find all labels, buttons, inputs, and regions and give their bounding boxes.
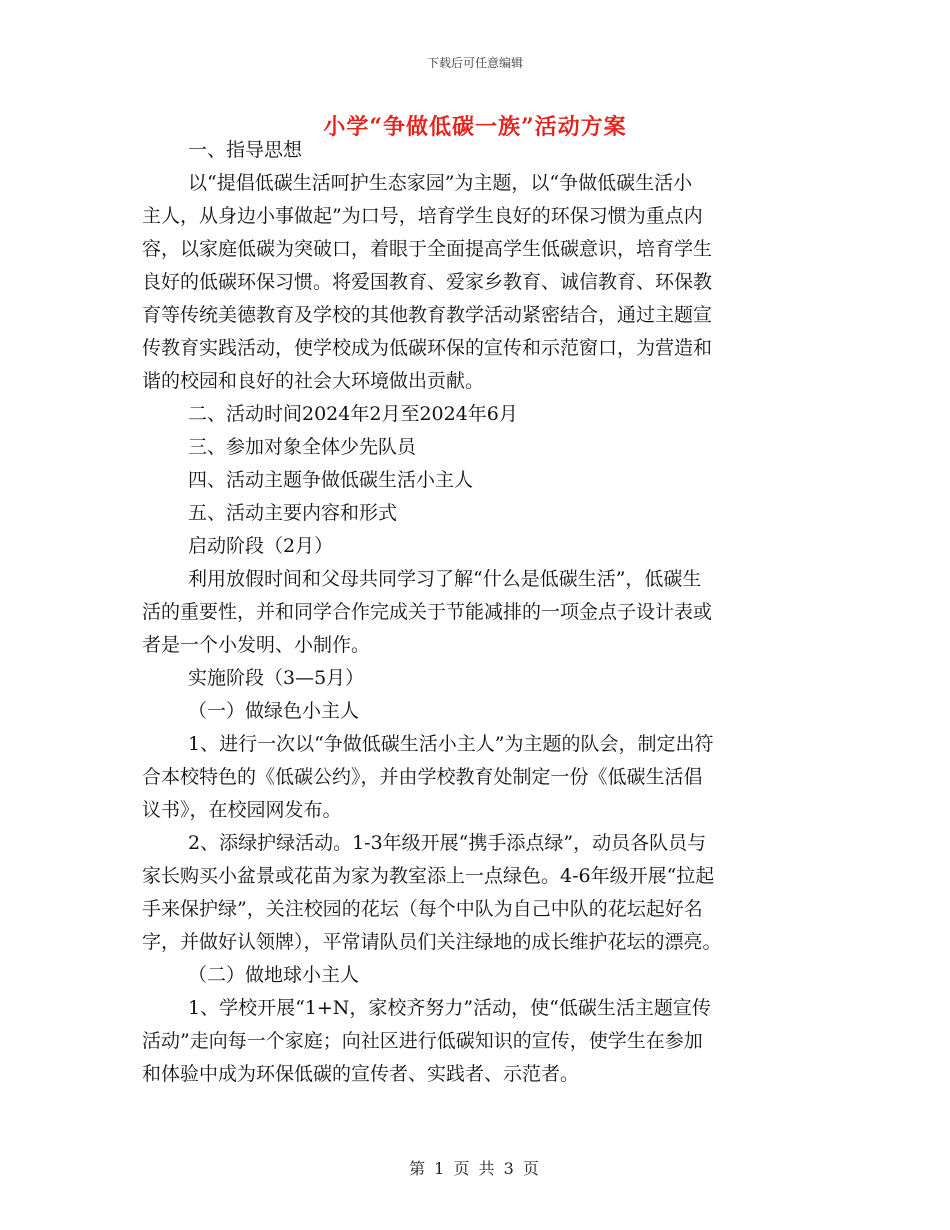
paragraph-line: 容，以家庭低碳为突破口，着眼于全面提高学生低碳意识，培育学生 xyxy=(142,238,713,260)
section-heading-2: 二、活动时间2024年2月至2024年6月 xyxy=(188,403,518,425)
stage-launch-paragraph xyxy=(142,563,810,662)
earth-item-1 xyxy=(142,992,810,1091)
paragraph-line: 手来保护绿”，关注校园的花坛（每个中队为自己中队的花坛起好名 xyxy=(142,898,703,920)
paragraph-line: 2、添绿护绿活动。1-3年级开展“携手添点绿”，动员各队员与 xyxy=(188,832,707,854)
paragraph-line: 1、学校开展“1+N，家校齐努力”活动，使“低碳生活主题宣传 xyxy=(188,997,711,1019)
paragraph-line: 以“提倡低碳生活呵护生态家园”为主题，以“争做低碳生活小 xyxy=(188,172,693,194)
paragraph-line: 议书》，在校园网发布。 xyxy=(142,799,342,821)
paragraph-line: 利用放假时间和父母共同学习了解“什么是低碳生活”，低碳生 xyxy=(188,568,702,590)
section-heading-4: 四、活动主题争做低碳生活小主人 xyxy=(188,469,474,491)
page-number-footer: 第 1 页 共 3 页 xyxy=(409,1159,541,1178)
subsection-heading-green: （一）做绿色小主人 xyxy=(188,700,360,722)
paragraph-line: 育等传统美德教育及学校的其他教育教学活动紧密结合，通过主题宣 xyxy=(142,304,713,326)
paragraph-line: 良好的低碳环保习惯。将爱国教育、爱家乡教育、诚信教育、环保教 xyxy=(142,271,713,293)
paragraph-line: 传教育实践活动，使学校成为低碳环保的宣传和示范窗口，为营造和 xyxy=(142,337,713,359)
paragraph-line: 者是一个小发明、小制作。 xyxy=(142,634,371,656)
paragraph-line: 谐的校园和良好的社会大环境做出贡献。 xyxy=(142,370,485,392)
paragraph-line: 主人，从身边小事做起”为口号，培育学生良好的环保习惯为重点内 xyxy=(142,205,703,227)
document-body xyxy=(142,134,810,1091)
page-header-note: 下载后可任意编辑 xyxy=(426,56,523,70)
paragraph-line: 合本校特色的《低碳公约》，并由学校教育处制定一份《低碳生活倡 xyxy=(142,766,703,788)
stage-heading-launch: 启动阶段（2月） xyxy=(188,535,334,557)
stage-heading-implement: 实施阶段（3—5月） xyxy=(188,667,365,689)
paragraph-line: 家长购买小盆景或花苗为家为教室添上一点绿色。4-6年级开展“拉起 xyxy=(142,865,715,887)
section-1-paragraph xyxy=(142,167,810,398)
document-title: 小学“争做低碳一族”活动方案 xyxy=(323,114,627,140)
paragraph-line: 活的重要性，并和同学合作完成关于节能减排的一项金点子设计表或 xyxy=(142,601,713,623)
paragraph-line: 和体验中成为环保低碳的宣传者、实践者、示范者。 xyxy=(142,1063,580,1085)
subsection-heading-earth: （二）做地球小主人 xyxy=(188,964,360,986)
green-item-2 xyxy=(142,827,810,959)
paragraph-line: 1、进行一次以“争做低碳生活小主人”为主题的队会，制定出符 xyxy=(188,733,714,755)
green-item-1 xyxy=(142,728,810,827)
paragraph-line: 活动”走向每一个家庭；向社区进行低碳知识的宣传，使学生在参加 xyxy=(142,1030,703,1052)
section-heading-3: 三、参加对象全体少先队员 xyxy=(188,436,417,458)
section-heading-1: 一、指导思想 xyxy=(188,139,303,161)
paragraph-line: 字，并做好认领牌），平常请队员们关注绿地的成长维护花坛的漂亮。 xyxy=(142,931,722,953)
section-heading-5: 五、活动主要内容和形式 xyxy=(188,502,398,524)
